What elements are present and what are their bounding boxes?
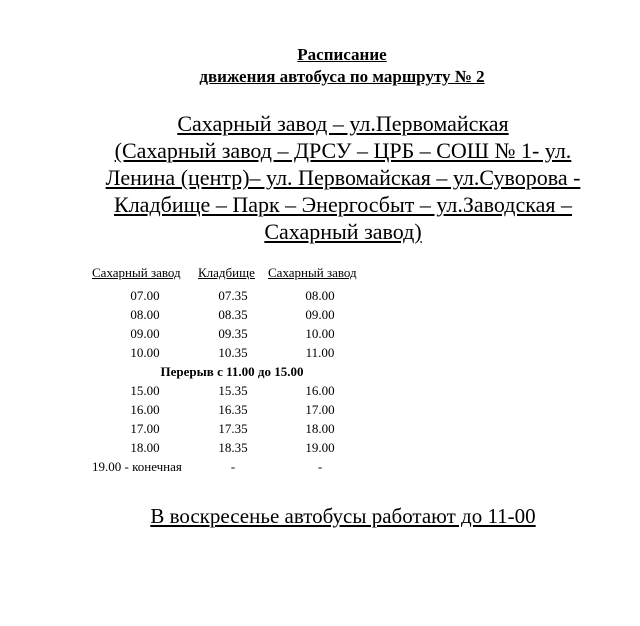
time-cell: 18.35 (218, 439, 248, 455)
table-row (92, 343, 372, 362)
time-cell: 09.00 (305, 306, 335, 322)
column-header-end: Сахарный завод (268, 265, 357, 280)
route-line-3: Ленина (центр)– ул. Первомайская – ул.Суворова - (105, 165, 581, 190)
route-description (0, 110, 640, 245)
time-cell: 16.00 (130, 401, 160, 417)
time-cell: 08.00 (305, 287, 335, 303)
final-departure-cell: 19.00 - конечная (92, 458, 182, 474)
column-header-cemetery: Кладбище (198, 265, 255, 280)
time-cell: 18.00 (130, 439, 160, 455)
route-line-2: (Сахарный завод – ДРСУ – ЦРБ – СОШ № 1- ул. (114, 138, 572, 163)
time-cell: 15.35 (218, 382, 248, 398)
sunday-note: В воскресенье автобусы работают до 11-00 (150, 504, 536, 528)
table-row (92, 286, 372, 305)
time-cell: 18.00 (305, 420, 335, 436)
table-row (92, 438, 372, 457)
table-row (92, 381, 372, 400)
route-line-5: Сахарный завод) (264, 219, 422, 244)
time-cell: 09.00 (130, 325, 160, 341)
table-row (92, 324, 372, 343)
column-header-start: Сахарный завод (92, 265, 181, 280)
time-cell: - (317, 458, 323, 474)
time-cell: - (230, 458, 236, 474)
time-cell: 15.00 (130, 382, 160, 398)
break-row (92, 362, 372, 381)
break-text: Перерыв с 11.00 до 15.00 (160, 363, 304, 379)
time-cell: 10.00 (130, 344, 160, 360)
final-row (92, 457, 372, 476)
route-line-4: Кладбище – Парк – Энергосбыт – ул.Заводская – (114, 192, 572, 217)
time-cell: 07.35 (218, 287, 248, 303)
time-cell: 09.35 (218, 325, 248, 341)
table-row (92, 419, 372, 438)
time-cell: 11.00 (305, 344, 335, 360)
time-cell: 16.35 (218, 401, 248, 417)
time-cell: 10.35 (218, 344, 248, 360)
time-cell: 17.00 (305, 401, 335, 417)
time-cell: 16.00 (305, 382, 335, 398)
route-line-1: Сахарный завод – ул.Первомайская (177, 111, 509, 136)
time-cell: 08.35 (218, 306, 248, 322)
timetable (92, 264, 372, 476)
time-cell: 17.00 (130, 420, 160, 436)
table-row (92, 305, 372, 324)
time-cell: 08.00 (130, 306, 160, 322)
time-cell: 17.35 (218, 420, 248, 436)
timetable-header-row (92, 264, 372, 286)
table-row (92, 400, 372, 419)
time-cell: 10.00 (305, 325, 335, 341)
time-cell: 19.00 (305, 439, 335, 455)
schedule-subtitle: движения автобуса по маршруту № 2 (199, 67, 485, 86)
time-cell: 07.00 (130, 287, 160, 303)
schedule-title: Расписание (297, 45, 387, 64)
